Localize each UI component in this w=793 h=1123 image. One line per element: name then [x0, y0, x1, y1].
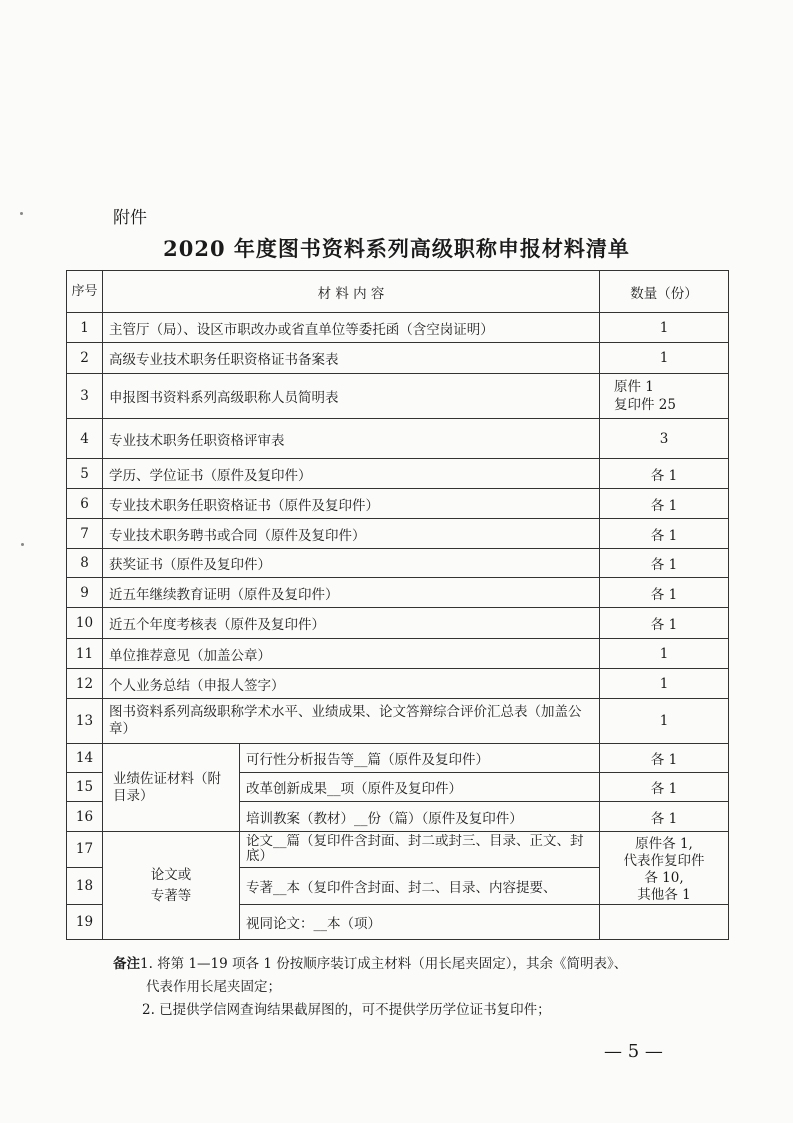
group-papers-label [103, 832, 240, 940]
row-qty: 各 1 [600, 459, 729, 489]
row-content: 专业技术职务聘书或合同（原件及复印件） [103, 519, 600, 549]
row-seq: 12 [67, 669, 103, 699]
row-seq: 9 [67, 578, 103, 608]
table-header-row [67, 271, 729, 313]
row-seq: 13 [67, 699, 103, 744]
table-row [67, 419, 729, 459]
row-content: 专著__本（复印件含封面、封二、目录、内容提要、 [240, 867, 600, 904]
row-qty: 1 [600, 699, 729, 744]
qty-line: 其他各 1 [637, 887, 691, 903]
row-seq: 4 [67, 419, 103, 459]
table-row [67, 459, 729, 489]
row-qty: 各 1 [600, 489, 729, 519]
row-qty: 各 1 [600, 744, 729, 773]
row-content: 图书资料系列高级职称学术水平、业绩成果、论文答辩综合评价汇总表（加盖公章） [103, 699, 600, 744]
group-papers-label-line: 专著等 [150, 887, 192, 904]
table-row [67, 313, 729, 343]
row-qty [600, 374, 729, 419]
table-row [67, 608, 729, 639]
notes [113, 953, 743, 1022]
table-row [67, 343, 729, 374]
row-content: 近五年继续教育证明（原件及复印件） [103, 578, 600, 608]
row-qty: 3 [600, 419, 729, 459]
qty-line: 原件各 1, [635, 836, 693, 852]
header-qty: 数量（份） [600, 271, 729, 313]
row-seq: 7 [67, 519, 103, 549]
row-seq: 10 [67, 608, 103, 639]
table-row [67, 669, 729, 699]
row-seq: 5 [67, 459, 103, 489]
row-qty: 1 [600, 343, 729, 374]
table-row [67, 699, 729, 744]
row-content: 单位推荐意见（加盖公章） [103, 639, 600, 669]
row-qty: 各 1 [600, 519, 729, 549]
table-row [67, 519, 729, 549]
row-content [240, 832, 600, 868]
row-qty: 各 1 [600, 773, 729, 802]
row-seq: 19 [67, 905, 103, 940]
scan-speck [20, 212, 23, 215]
row-content: 改革创新成果__项（原件及复印件） [240, 773, 600, 802]
table-row [67, 489, 729, 519]
row-content: 学历、学位证书（原件及复印件） [103, 459, 600, 489]
qty-copies: 复印件 25 [614, 397, 676, 413]
row-content: 高级专业技术职务任职资格证书备案表 [103, 343, 600, 374]
table-row [67, 832, 729, 868]
row-seq: 11 [67, 639, 103, 669]
note-line-1-cont: 代表作用长尾夹固定； [146, 979, 281, 995]
notes-label: 备注 [113, 956, 140, 972]
row-seq: 18 [67, 867, 103, 904]
row-qty: 1 [600, 313, 729, 343]
row-content: 可行性分析报告等__篇（原件及复印件） [240, 744, 600, 773]
qty-original: 原件 1 [614, 379, 654, 395]
qty-line: 代表作复印件 [623, 853, 705, 869]
row-qty: 1 [600, 669, 729, 699]
row-seq: 6 [67, 489, 103, 519]
header-content: 材 料 内 容 [103, 271, 600, 313]
row-qty: 各 1 [600, 608, 729, 639]
row-seq: 15 [67, 773, 103, 802]
row-content: 专业技术职务任职资格证书（原件及复印件） [103, 489, 600, 519]
row-seq: 16 [67, 802, 103, 832]
row-seq: 17 [67, 832, 103, 868]
row-qty: 1 [600, 639, 729, 669]
row-seq: 14 [67, 744, 103, 773]
row-qty: 各 1 [600, 802, 729, 832]
row-content: 主管厅（局）、设区市职改办或省直单位等委托函（含空岗证明） [103, 313, 600, 343]
note-line-1: 备注1. 将第 1—19 项各 1 份按顺序装订成主材料（用长尾夹固定），其余《简明表》、 [113, 956, 628, 972]
materials-table [66, 270, 729, 940]
group-papers-qty [600, 832, 729, 905]
row-content: 近五个年度考核表（原件及复印件） [103, 608, 600, 639]
row-seq: 1 [67, 313, 103, 343]
annex-label: 附件 [113, 208, 147, 228]
row-content: 获奖证书（原件及复印件） [103, 549, 600, 578]
row-content: 个人业务总结（申报人签字） [103, 669, 600, 699]
row-qty: 各 1 [600, 549, 729, 578]
note-line-2: 2. 已提供学信网查询结果截屏图的，可不提供学历学位证书复印件； [142, 1002, 551, 1018]
group-evidence-label: 业绩佐证材料（附目录） [103, 744, 240, 832]
page-number: — 5 — [604, 1041, 663, 1062]
row-content: 视同论文：__本（项） [240, 905, 600, 940]
table-row [67, 549, 729, 578]
row-seq: 8 [67, 549, 103, 578]
table-row [67, 744, 729, 773]
header-seq: 序号 [67, 271, 103, 313]
qty-line: 各 10, [644, 870, 684, 886]
row-qty: 各 1 [600, 578, 729, 608]
row-content-text: 论文__篇（复印件含封面、封二或封三、目录、正文、封底） [246, 834, 584, 865]
scan-speck [21, 543, 24, 546]
group-papers-label-line: 论文或 [150, 866, 192, 883]
row-seq: 3 [67, 374, 103, 419]
row-content: 专业技术职务任职资格评审表 [103, 419, 600, 459]
page-title: 2020 年度图书资料系列高级职称申报材料清单 [163, 236, 630, 261]
row-content: 申报图书资料系列高级职称人员简明表 [103, 374, 600, 419]
table-row [67, 374, 729, 419]
empty-qty-cell [600, 905, 729, 940]
row-seq: 2 [67, 343, 103, 374]
table-row [67, 578, 729, 608]
table-row [67, 639, 729, 669]
row-content: 培训教案（教材）__份（篇）（原件及复印件） [240, 802, 600, 832]
